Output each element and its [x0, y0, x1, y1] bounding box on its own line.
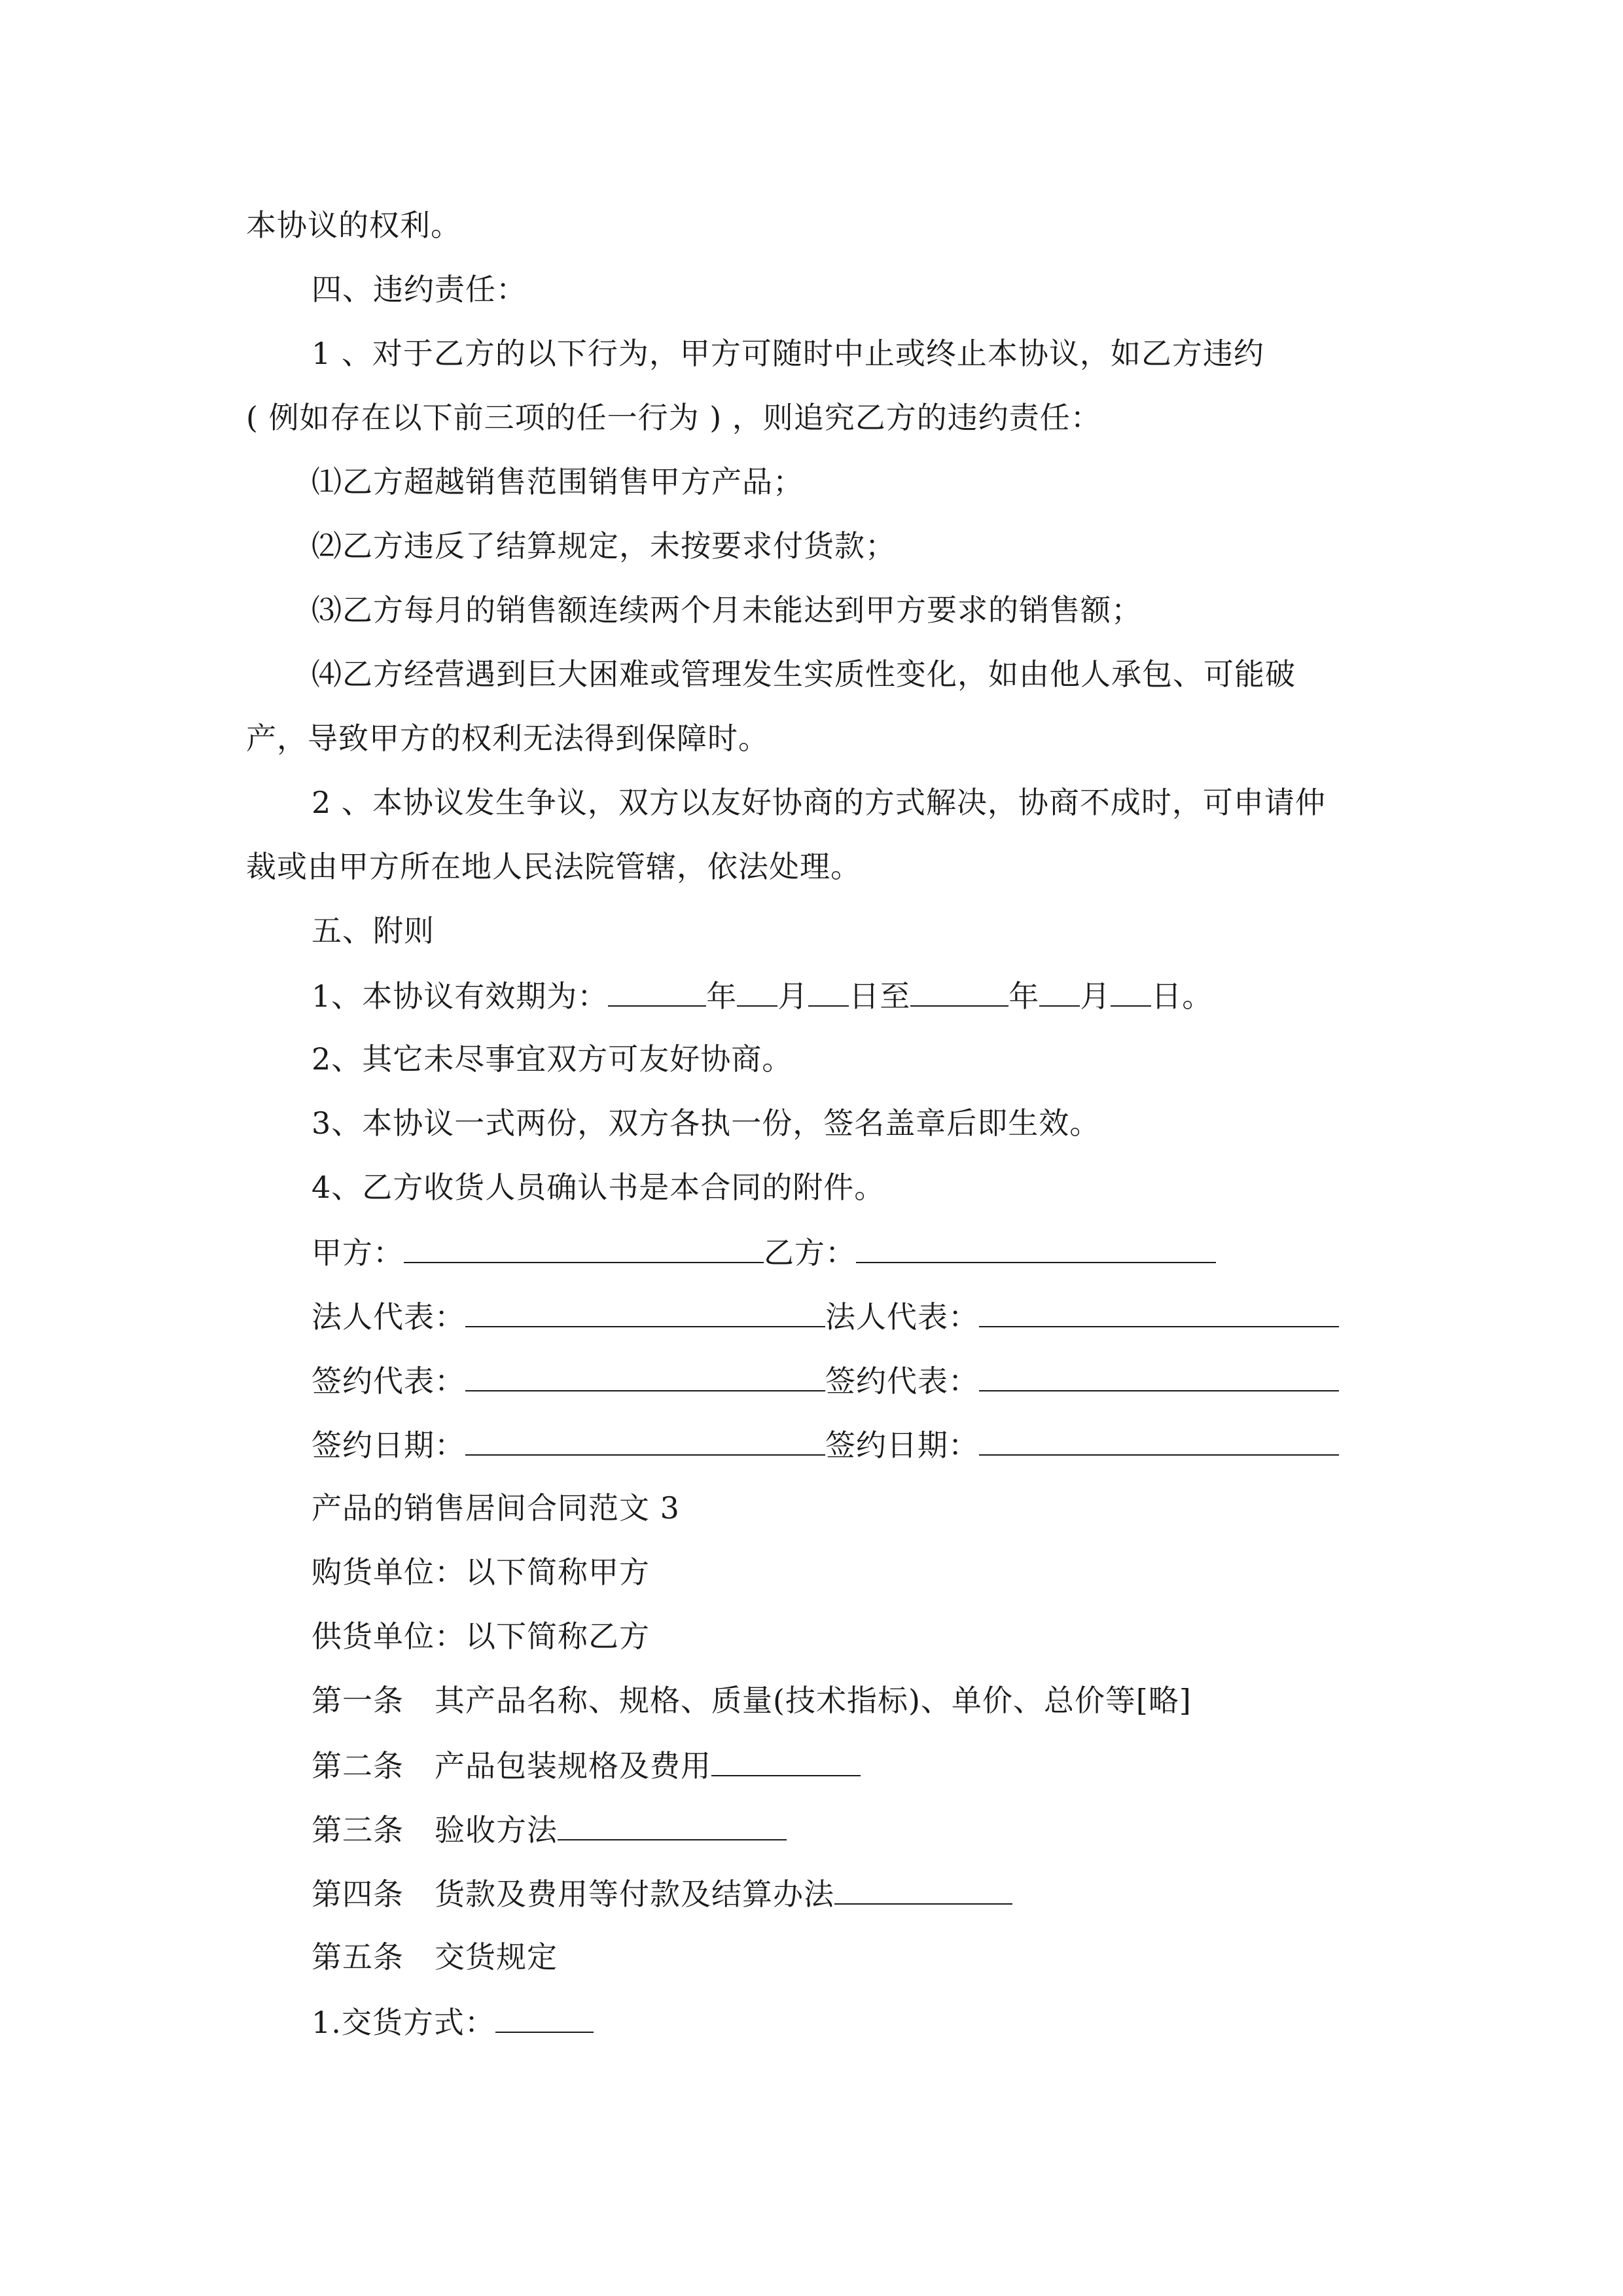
paragraph-line: 供货单位：以下简称乙方 — [312, 1619, 650, 1654]
section-heading-appendix: 五、附则 — [312, 913, 435, 948]
validity-period-line — [312, 975, 1213, 1016]
article-3-blank — [558, 1809, 787, 1840]
signing-rep-b-label: 签约代表： — [825, 1363, 979, 1399]
delivery-method-blank — [495, 2001, 594, 2033]
list-item: ⑵乙方违反了结算规定，未按要求付货款； — [312, 528, 896, 564]
paragraph-line: 4、乙方收货人员确认书是本合同的附件。 — [312, 1170, 885, 1205]
legal-rep-b-blank — [979, 1296, 1339, 1327]
start-year-blank — [608, 975, 706, 1007]
article-2-blank — [711, 1745, 861, 1776]
end-month-blank — [1039, 975, 1080, 1007]
start-day-blank — [808, 975, 849, 1007]
paragraph-line: ( 例如存在以下前三项的任一行为 ) ，则追究乙方的违约责任： — [246, 400, 1101, 435]
paragraph-line: 2 、本协议发生争议，双方以友好协商的方式解决，协商不成时，可申请仲 — [312, 785, 1326, 820]
party-b-blank — [856, 1232, 1216, 1263]
list-item — [312, 2001, 594, 2042]
legal-rep-a-label: 法人代表： — [312, 1299, 465, 1335]
month-label: 月 — [777, 978, 809, 1014]
month-label: 月 — [1080, 978, 1111, 1014]
end-year-blank — [910, 975, 1008, 1007]
party-a-blank — [404, 1232, 764, 1263]
legal-rep-a-blank — [465, 1296, 825, 1327]
list-item: ⑷乙方经营遇到巨大困难或管理发生实质性变化，如由他人承包、可能破 — [312, 656, 1296, 692]
end-day-blank — [1111, 975, 1151, 1007]
delivery-method-label: 1.交货方式： — [312, 2005, 495, 2040]
signature-row-date — [312, 1424, 1378, 1465]
start-month-blank — [737, 975, 777, 1007]
paragraph-line: 产，导致甲方的权利无法得到保障时。 — [246, 721, 769, 756]
party-b-label: 乙方： — [764, 1235, 856, 1270]
paragraph-line: 1 、对于乙方的以下行为，甲方可随时中止或终止本协议，如乙方违约 — [312, 336, 1264, 371]
signing-rep-a-blank — [465, 1360, 825, 1391]
document-page — [246, 0, 1378, 2296]
section-heading-breach: 四、违约责任： — [312, 272, 527, 307]
day-to-label: 日至 — [849, 978, 911, 1014]
paragraph-line: 购货单位：以下简称甲方 — [312, 1554, 650, 1590]
article-line: 第一条 其产品名称、规格、质量(技术指标)、单价、总价等[略] — [312, 1683, 1192, 1718]
signature-row-legal-rep — [312, 1296, 1378, 1336]
signing-date-a-blank — [465, 1424, 825, 1456]
year-label: 年 — [1008, 978, 1040, 1014]
signing-date-a-label: 签约日期： — [312, 1427, 465, 1463]
article-line — [312, 1809, 787, 1850]
signing-rep-a-label: 签约代表： — [312, 1363, 465, 1399]
signing-date-b-label: 签约日期： — [825, 1427, 979, 1463]
signature-row-party — [312, 1232, 1378, 1272]
legal-rep-b-label: 法人代表： — [825, 1299, 979, 1335]
day-label: 日。 — [1151, 978, 1213, 1014]
article-4-blank — [834, 1873, 1012, 1905]
validity-label: 1、本协议有效期为： — [312, 978, 609, 1014]
party-a-label: 甲方： — [312, 1235, 404, 1270]
article-line — [312, 1873, 1012, 1914]
article-2-text: 第二条 产品包装规格及费用 — [312, 1748, 711, 1784]
paragraph-line: 裁或由甲方所在地人民法院管辖，依法处理。 — [246, 849, 861, 884]
article-line: 第五条 交货规定 — [312, 1939, 558, 1975]
article-4-text: 第四条 货款及费用等付款及结算办法 — [312, 1876, 834, 1912]
paragraph-line: 3、本协议一式两份，双方各执一份，签名盖章后即生效。 — [312, 1105, 1101, 1141]
year-label: 年 — [706, 978, 738, 1014]
list-item: ⑶乙方每月的销售额连续两个月未能达到甲方要求的销售额； — [312, 592, 1142, 628]
paragraph-line: 本协议的权利。 — [246, 207, 461, 243]
signature-row-signing-rep — [312, 1360, 1378, 1401]
article-line — [312, 1745, 861, 1785]
article-3-text: 第三条 验收方法 — [312, 1812, 558, 1848]
signing-date-b-blank — [979, 1424, 1339, 1456]
signing-rep-b-blank — [979, 1360, 1339, 1391]
contract-title: 产品的销售居间合同范文 3 — [312, 1490, 680, 1526]
paragraph-line: 2、其它未尽事宜双方可友好协商。 — [312, 1041, 793, 1077]
list-item: ⑴乙方超越销售范围销售甲方产品； — [312, 464, 804, 499]
